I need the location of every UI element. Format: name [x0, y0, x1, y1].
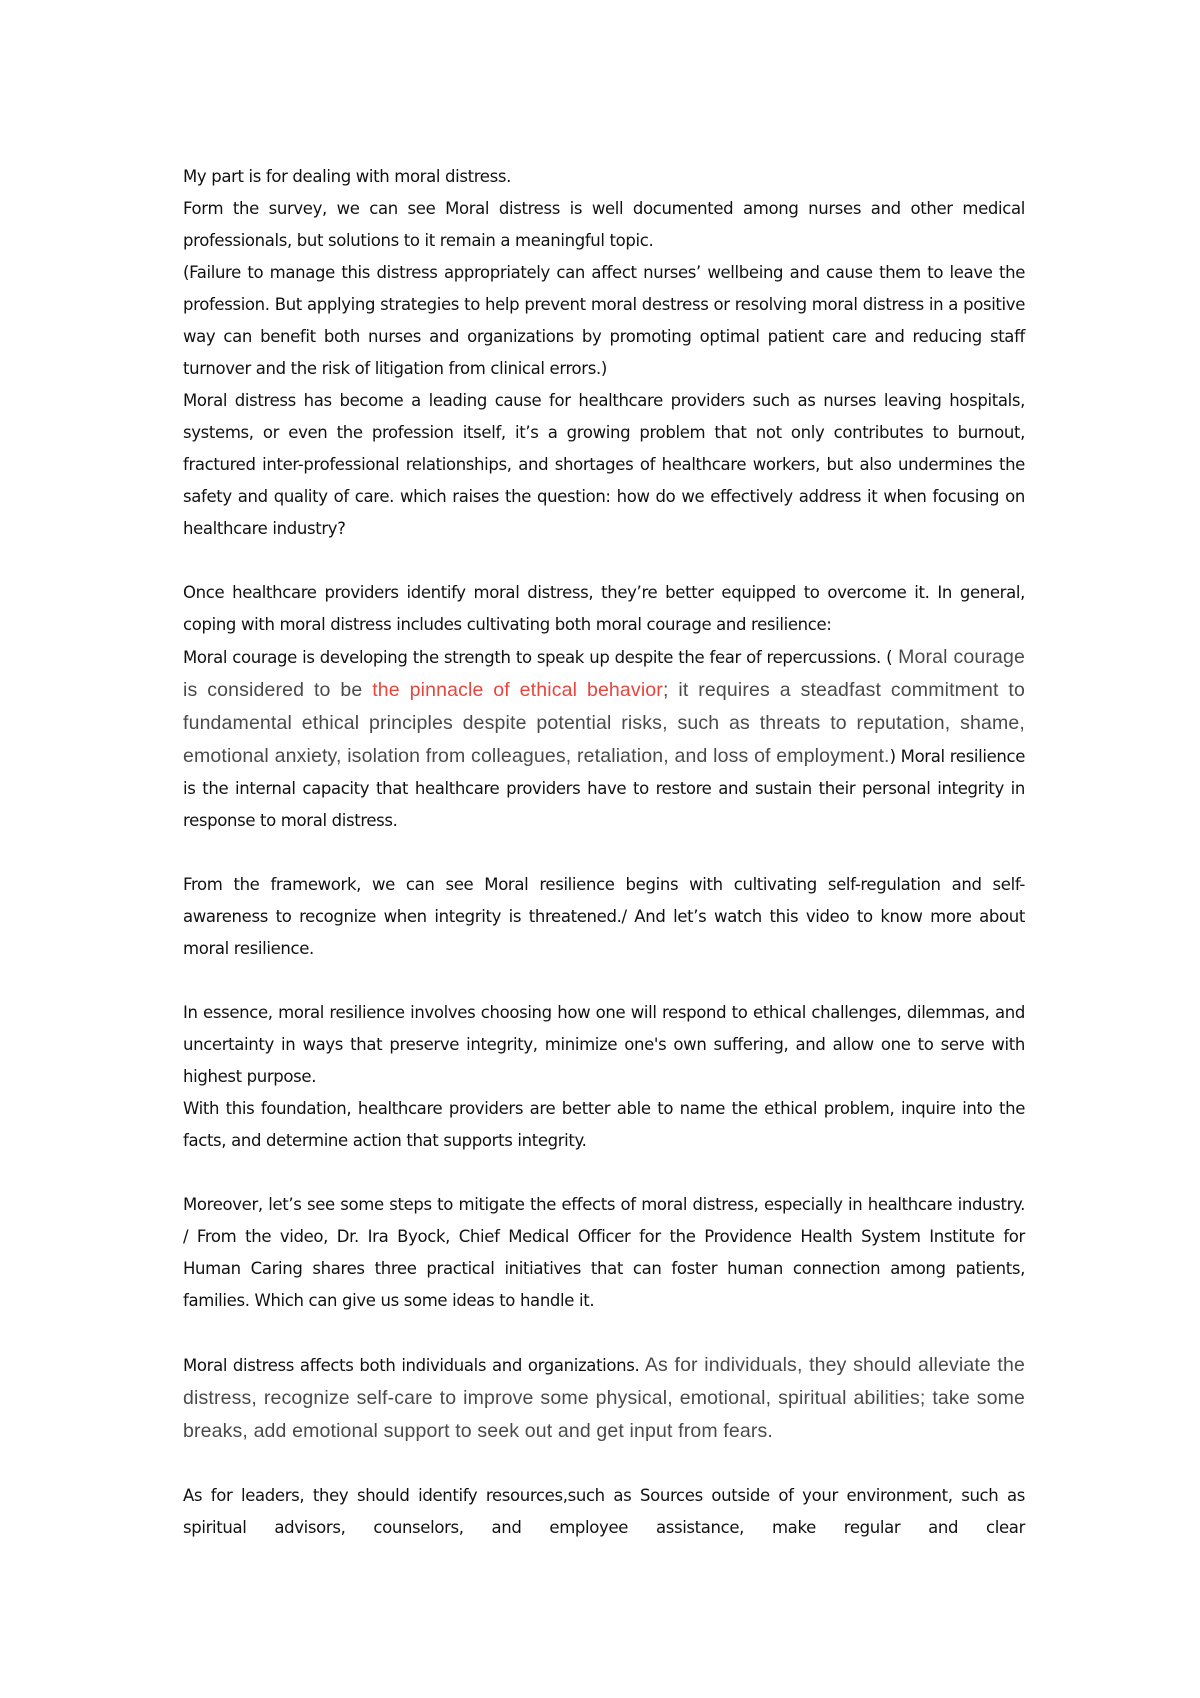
paragraph-spacer — [183, 545, 1025, 577]
paragraph-leading-cause: Moral distress has become a leading cause for healthcare providers such as nurses leaving hospitals, systems, or even the profession itself, it’s a growing problem that not only contributes to burnout, fractured inter-professional relationships, and shortages of healthcare workers, but also undermines the safety and quality of care. which raises the question: how do we effectively address it when focusing on healthcare industry? — [183, 391, 1025, 538]
paragraph-spacer — [183, 1157, 1025, 1189]
moral-courage-lead: Moral courage is developing the strength to speak up despite the fear of repercussions. ( — [183, 648, 893, 667]
paragraph-intro: My part is for dealing with moral distress. — [183, 167, 511, 186]
moral-courage-quote-end: ; it requires a steadfast commitment to fundamental ethical principles despite potential risks, such as threats to reputation, shame, emotional anxiety, isolation from colleagues, retaliation, and loss of employment. — [183, 679, 1025, 767]
paragraph-framework: From the framework, we can see Moral resilience begins with cultivating self-regulation and self-awareness to recognize when integrity is threatened./ And let’s watch this video to know more about moral resilience. — [183, 875, 1025, 958]
paragraph-essence: In essence, moral resilience involves choosing how one will respond to ethical challenges, dilemmas, and uncertainty in ways that preserve integrity, minimize one's own suffering, and allow one to serve with highest purpose. — [183, 1003, 1025, 1086]
moral-resilience-definition: ) Moral resilience is the internal capacity that healthcare providers have to restore and sustain their personal integrity in response to moral distress. — [183, 747, 1025, 830]
paragraph-spacer — [183, 1317, 1025, 1349]
paragraph-spacer — [183, 837, 1025, 869]
paragraph-moreover: Moreover, let’s see some steps to mitigate the effects of moral distress, especially in healthcare industry. / From the video, Dr. Ira Byock, Chief Medical Officer for the Providence Health System Institute for Human Caring shares three practical initiatives that can foster human connection among patients, families. Which can give us some ideas to handle it. — [183, 1195, 1025, 1310]
moral-courage-quote-start: Moral courage is considered to be — [183, 646, 1025, 701]
paragraph-spacer — [183, 965, 1025, 997]
paragraph-failure: (Failure to manage this distress appropriately can affect nurses’ wellbeing and cause them to leave the profession. But applying strategies to help prevent moral destress or resolving moral distress in a positive way can benefit both nurses and organizations by promoting optimal patient care and reducing staff turnover and the risk of litigation from clinical errors.) — [183, 263, 1025, 378]
paragraph-moral-courage — [183, 641, 1025, 837]
paragraph-individuals — [183, 1349, 1025, 1448]
individuals-lead: Moral distress affects both individuals and organizations. — [183, 1356, 640, 1375]
document-body — [183, 161, 1025, 1544]
paragraph-survey: Form the survey, we can see Moral distress is well documented among nurses and other medical professionals, but solutions to it remain a meaningful topic. — [183, 199, 1025, 250]
paragraph-foundation: With this foundation, healthcare providers are better able to name the ethical problem, inquire into the facts, and determine action that supports integrity. — [183, 1099, 1025, 1150]
paragraph-leaders: As for leaders, they should identify resources,such as Sources outside of your environment, such as spiritual advisors, counselors, and employee assistance, make regular and clear — [183, 1486, 1025, 1537]
moral-courage-highlight: the pinnacle of ethical behavior — [372, 679, 663, 701]
paragraph-identify: Once healthcare providers identify moral distress, they’re better equipped to overcome it. In general, coping with moral distress includes cultivating both moral courage and resilience: — [183, 583, 1025, 634]
paragraph-spacer — [183, 1448, 1025, 1480]
individuals-rest: As for individuals, they should alleviate the distress, recognize self-care to improve some physical, emotional, spiritual abilities; take some breaks, add emotional support to seek out and get input from fears. — [183, 1354, 1025, 1442]
